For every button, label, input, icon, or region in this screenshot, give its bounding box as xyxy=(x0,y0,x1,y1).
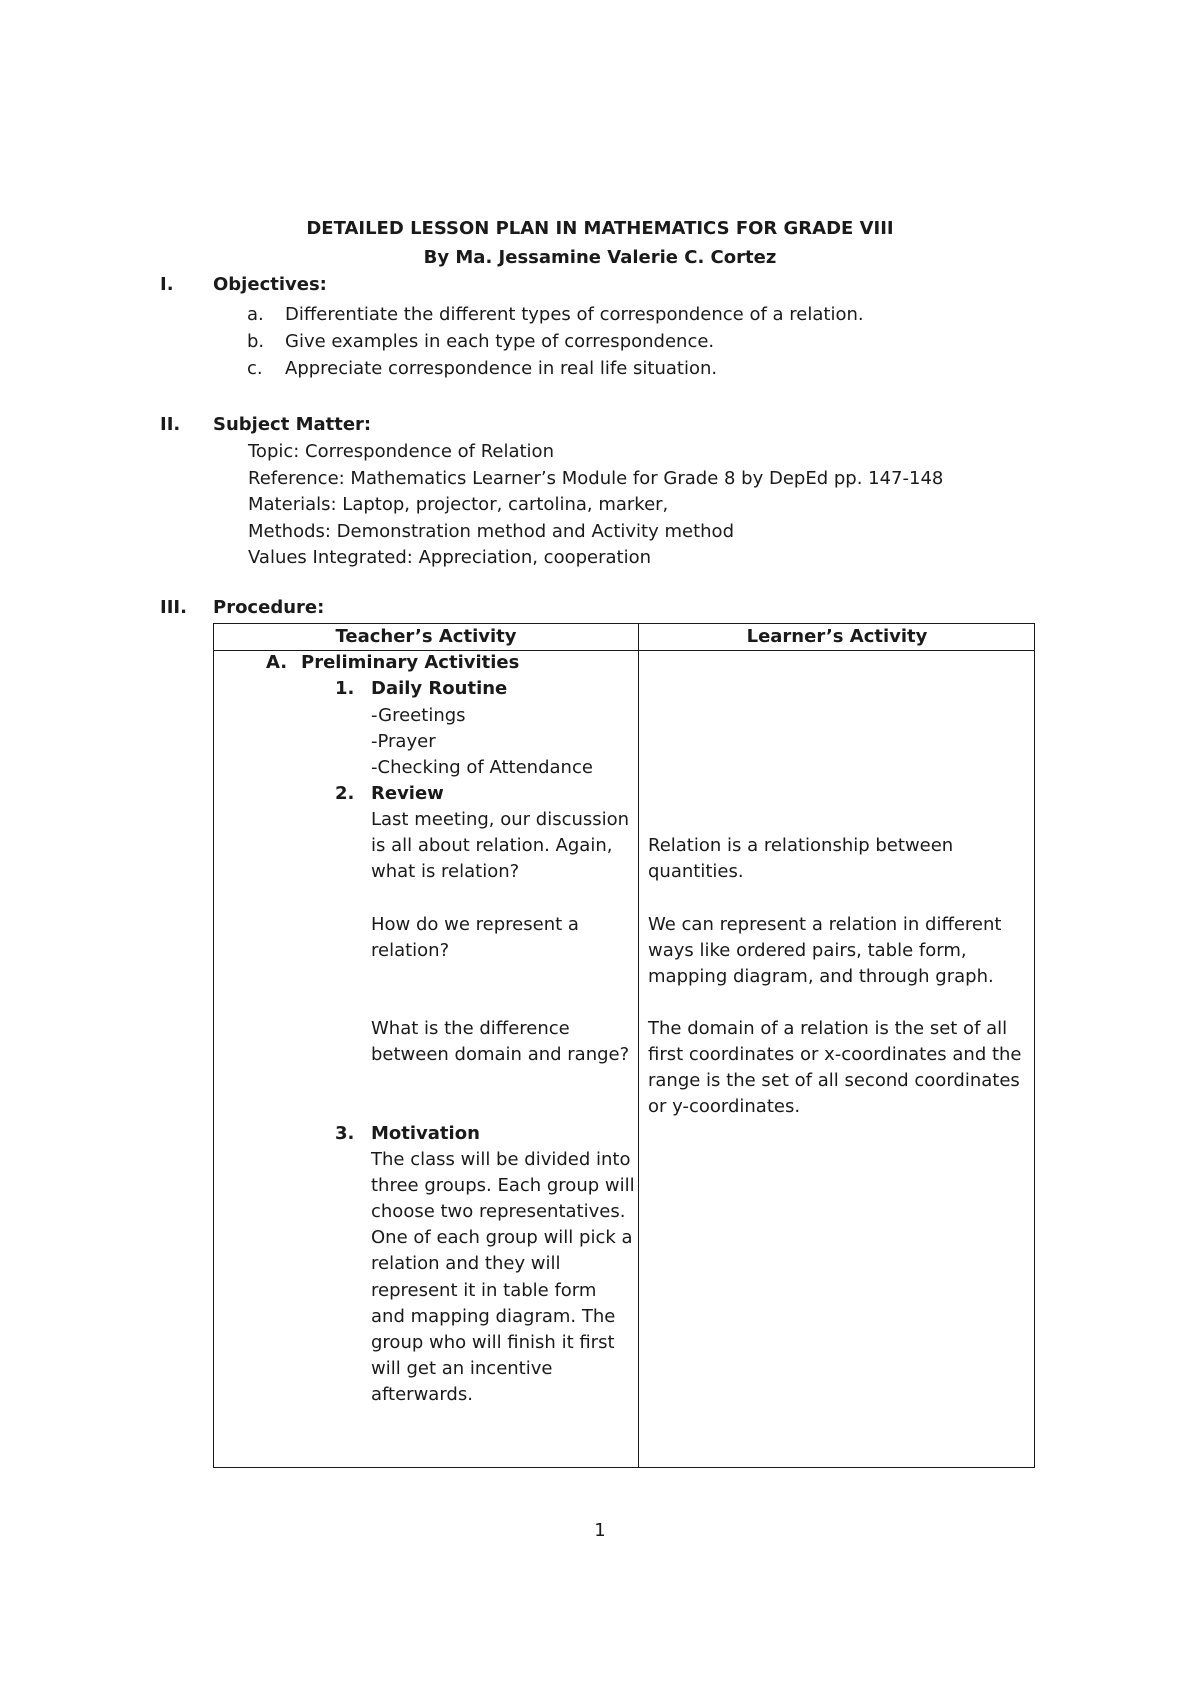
learner-answer-line: The domain of a relation is the set of all xyxy=(648,1018,1008,1039)
objective-letter: c. xyxy=(247,358,263,379)
review-question-line: between domain and range? xyxy=(371,1044,630,1065)
motivation-text-line: choose two representatives. xyxy=(371,1201,626,1222)
learner-answer-line: We can represent a relation in different xyxy=(648,914,1002,935)
motivation-text-line: will get an incentive xyxy=(371,1358,553,1379)
document-title: DETAILED LESSON PLAN IN MATHEMATICS FOR GRADE VIII xyxy=(306,218,894,239)
motivation-text-line: represent it in table form xyxy=(371,1280,597,1301)
subject-reference: Reference: Mathematics Learner’s Module for Grade 8 by DepEd pp. 147-148 xyxy=(248,468,944,489)
review-question-line: Last meeting, our discussion xyxy=(371,809,630,830)
learner-answer-line: first coordinates or x-coordinates and the xyxy=(648,1044,1022,1065)
review-question-line: What is the difference xyxy=(371,1018,570,1039)
objective-letter: b. xyxy=(247,331,265,352)
header-teacher-activity: Teacher’s Activity xyxy=(335,626,517,647)
review-question-line: what is relation? xyxy=(371,861,520,882)
motivation-text-line: The class will be divided into xyxy=(371,1149,631,1170)
objective-text: Appreciate correspondence in real life situation. xyxy=(285,358,718,379)
learner-answer-line: mapping diagram, and through graph. xyxy=(648,966,994,987)
subject-methods: Methods: Demonstration method and Activity method xyxy=(248,521,734,542)
motivation-text-line: relation and they will xyxy=(371,1253,561,1274)
review-question-line: relation? xyxy=(371,940,450,961)
review-title: Review xyxy=(371,783,444,804)
motivation-text-line: afterwards. xyxy=(371,1384,473,1405)
motivation-text-line: One of each group will pick a xyxy=(371,1227,633,1248)
section-numeral-subject-matter: II. xyxy=(160,414,181,435)
section-a-title: Preliminary Activities xyxy=(301,652,520,673)
routine-item: -Checking of Attendance xyxy=(371,757,593,778)
page-number: 1 xyxy=(594,1520,606,1541)
review-question-line: How do we represent a xyxy=(371,914,579,935)
review-question-line: is all about relation. Again, xyxy=(371,835,613,856)
subject-materials: Materials: Laptop, projector, cartolina, marker, xyxy=(248,494,669,515)
section-title-subject-matter: Subject Matter: xyxy=(213,414,372,435)
motivation-number: 3. xyxy=(335,1123,355,1144)
objective-text: Differentiate the different types of correspondence of a relation. xyxy=(285,304,864,325)
routine-title: Daily Routine xyxy=(371,678,508,699)
section-a-letter: A. xyxy=(266,652,288,673)
subject-values: Values Integrated: Appreciation, cooperation xyxy=(248,547,652,568)
section-numeral-procedure: III. xyxy=(160,597,187,618)
learner-answer-line: Relation is a relationship between xyxy=(648,835,954,856)
document-author: By Ma. Jessamine Valerie C. Cortez xyxy=(423,247,777,268)
learner-answer-line: quantities. xyxy=(648,861,744,882)
section-title-objectives: Objectives: xyxy=(213,274,327,295)
motivation-text-line: and mapping diagram. The xyxy=(371,1306,616,1327)
motivation-title: Motivation xyxy=(371,1123,480,1144)
procedure-table xyxy=(213,623,1035,1468)
objective-letter: a. xyxy=(247,304,264,325)
routine-item: -Greetings xyxy=(371,705,466,726)
routine-item: -Prayer xyxy=(371,731,436,752)
section-title-procedure: Procedure: xyxy=(213,597,325,618)
header-learner-activity: Learner’s Activity xyxy=(746,626,928,647)
learner-activity-cell xyxy=(638,624,1036,1467)
routine-number: 1. xyxy=(335,678,355,699)
teacher-activity-cell xyxy=(214,624,638,1467)
objective-text: Give examples in each type of correspondence. xyxy=(285,331,715,352)
motivation-text-line: three groups. Each group will xyxy=(371,1175,635,1196)
subject-topic: Topic: Correspondence of Relation xyxy=(248,441,554,462)
learner-answer-line: ways like ordered pairs, table form, xyxy=(648,940,967,961)
learner-answer-line: range is the set of all second coordinates xyxy=(648,1070,1020,1091)
review-number: 2. xyxy=(335,783,355,804)
learner-answer-line: or y-coordinates. xyxy=(648,1096,801,1117)
section-numeral-objectives: I. xyxy=(160,274,174,295)
motivation-text-line: group who will finish it first xyxy=(371,1332,615,1353)
